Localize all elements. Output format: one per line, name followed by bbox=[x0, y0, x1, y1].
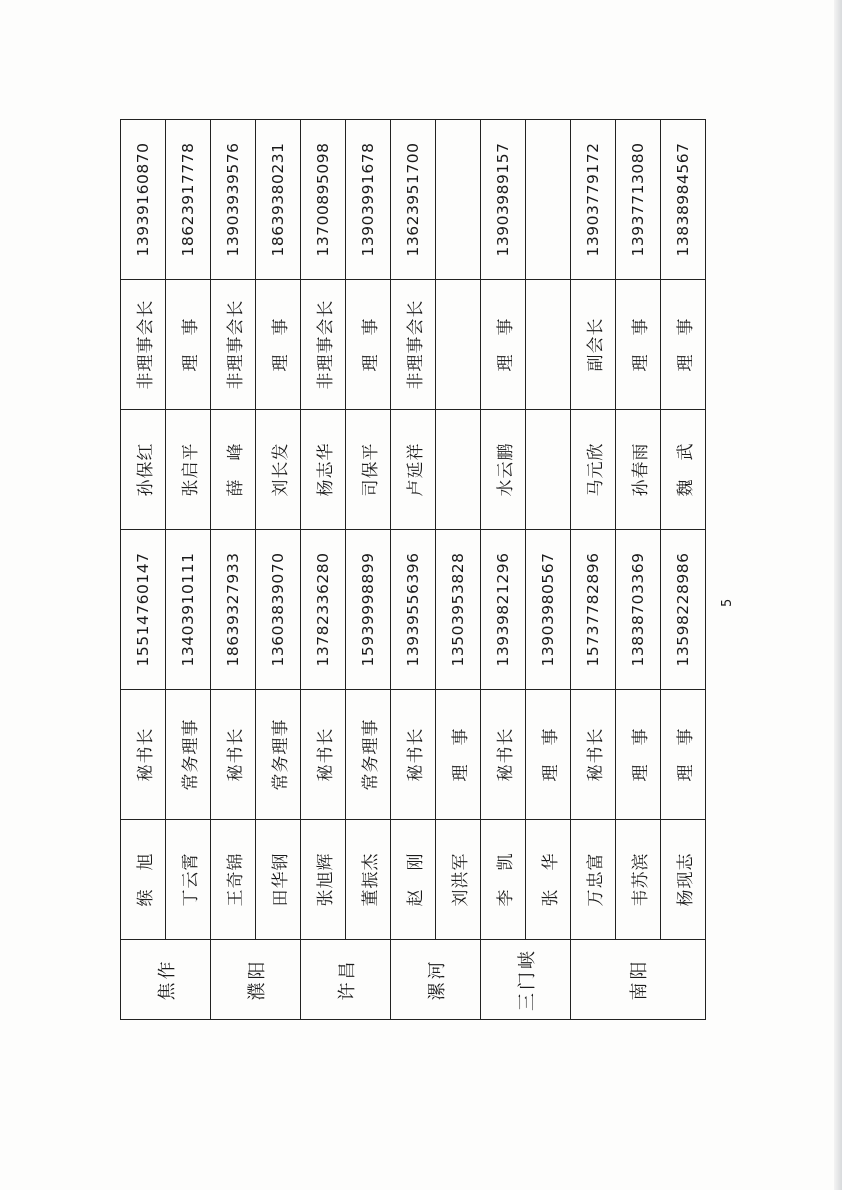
phone-cell: 13939160870 bbox=[121, 120, 166, 280]
position-cell: 非理事会长 bbox=[121, 280, 166, 410]
scan-edge bbox=[834, 0, 842, 1190]
position-cell bbox=[436, 280, 481, 410]
phone-cell: 13939821296 bbox=[481, 530, 526, 690]
person-name-cell: 刘长发 bbox=[256, 410, 301, 530]
table-row bbox=[166, 120, 211, 1020]
phone-cell: 13782336280 bbox=[301, 530, 346, 690]
table-row bbox=[211, 120, 256, 1020]
person-name-cell: 水云鹏 bbox=[481, 410, 526, 530]
person-name-cell: 丁云霄 bbox=[166, 820, 211, 940]
person-name-cell: 魏 武 bbox=[661, 410, 706, 530]
phone-cell: 13838703369 bbox=[616, 530, 661, 690]
table-row bbox=[346, 120, 391, 1020]
position-cell: 理 事 bbox=[526, 690, 571, 820]
person-name-cell: 田华钢 bbox=[256, 820, 301, 940]
table-row bbox=[436, 120, 481, 1020]
phone-cell: 18623917778 bbox=[166, 120, 211, 280]
region-cell: 焦作 bbox=[121, 940, 211, 1020]
phone-cell: 13939556396 bbox=[391, 530, 436, 690]
page-number: 5 bbox=[720, 598, 735, 607]
position-cell: 理 事 bbox=[661, 690, 706, 820]
member-table bbox=[120, 119, 706, 1020]
phone-cell: 13937713080 bbox=[616, 120, 661, 280]
person-name-cell: 张旭辉 bbox=[301, 820, 346, 940]
phone-cell: 18639380231 bbox=[256, 120, 301, 280]
region-cell: 濮阳 bbox=[211, 940, 301, 1020]
phone-cell: 18639327933 bbox=[211, 530, 256, 690]
phone-cell: 13903939576 bbox=[211, 120, 256, 280]
phone-cell: 13403910111 bbox=[166, 530, 211, 690]
person-name-cell: 薛 峰 bbox=[211, 410, 256, 530]
phone-cell: 13603839070 bbox=[256, 530, 301, 690]
table-row bbox=[571, 120, 616, 1020]
position-cell: 秘书长 bbox=[571, 690, 616, 820]
person-name-cell: 刘洪军 bbox=[436, 820, 481, 940]
position-cell: 理 事 bbox=[436, 690, 481, 820]
person-name-cell: 王奇锦 bbox=[211, 820, 256, 940]
position-cell: 秘书长 bbox=[121, 690, 166, 820]
table-row bbox=[391, 120, 436, 1020]
phone-cell: 13903991678 bbox=[346, 120, 391, 280]
person-name-cell bbox=[436, 410, 481, 530]
person-name-cell: 杨志华 bbox=[301, 410, 346, 530]
phone-cell: 15737782896 bbox=[571, 530, 616, 690]
table-row bbox=[301, 120, 346, 1020]
position-cell: 非理事会长 bbox=[391, 280, 436, 410]
position-cell: 副会长 bbox=[571, 280, 616, 410]
person-name-cell: 孙春雨 bbox=[616, 410, 661, 530]
position-cell: 秘书长 bbox=[391, 690, 436, 820]
table-row bbox=[526, 120, 571, 1020]
person-name-cell: 杨现志 bbox=[661, 820, 706, 940]
region-cell: 许昌 bbox=[301, 940, 391, 1020]
phone-cell: 13623951700 bbox=[391, 120, 436, 280]
table-row bbox=[661, 120, 706, 1020]
phone-cell: 13700895098 bbox=[301, 120, 346, 280]
member-table-body bbox=[121, 120, 706, 1020]
phone-cell bbox=[436, 120, 481, 280]
person-name-cell: 李 凯 bbox=[481, 820, 526, 940]
person-name-cell: 马元欣 bbox=[571, 410, 616, 530]
position-cell: 常务理事 bbox=[166, 690, 211, 820]
position-cell: 非理事会长 bbox=[301, 280, 346, 410]
position-cell: 理 事 bbox=[346, 280, 391, 410]
person-name-cell: 缑 旭 bbox=[121, 820, 166, 940]
person-name-cell: 董振杰 bbox=[346, 820, 391, 940]
position-cell: 理 事 bbox=[481, 280, 526, 410]
position-cell: 理 事 bbox=[616, 690, 661, 820]
phone-cell: 13838984567 bbox=[661, 120, 706, 280]
person-name-cell: 孙保红 bbox=[121, 410, 166, 530]
position-cell: 秘书长 bbox=[211, 690, 256, 820]
position-cell: 常务理事 bbox=[346, 690, 391, 820]
phone-cell: 13503953828 bbox=[436, 530, 481, 690]
phone-cell: 15514760147 bbox=[121, 530, 166, 690]
person-name-cell: 卢延祥 bbox=[391, 410, 436, 530]
position-cell: 秘书长 bbox=[481, 690, 526, 820]
position-cell: 非理事会长 bbox=[211, 280, 256, 410]
person-name-cell bbox=[526, 410, 571, 530]
phone-cell: 13903779172 bbox=[571, 120, 616, 280]
phone-cell: 13903980567 bbox=[526, 530, 571, 690]
region-cell: 南阳 bbox=[571, 940, 706, 1020]
phone-cell: 13903989157 bbox=[481, 120, 526, 280]
region-cell: 三门峡 bbox=[481, 940, 571, 1020]
table-row bbox=[121, 120, 166, 1020]
table-row bbox=[616, 120, 661, 1020]
region-cell: 漯河 bbox=[391, 940, 481, 1020]
person-name-cell: 万忠富 bbox=[571, 820, 616, 940]
person-name-cell: 韦苏滨 bbox=[616, 820, 661, 940]
position-cell: 秘书长 bbox=[301, 690, 346, 820]
table-row bbox=[481, 120, 526, 1020]
phone-cell: 13598228986 bbox=[661, 530, 706, 690]
person-name-cell: 司保平 bbox=[346, 410, 391, 530]
position-cell: 理 事 bbox=[616, 280, 661, 410]
position-cell: 理 事 bbox=[661, 280, 706, 410]
position-cell: 常务理事 bbox=[256, 690, 301, 820]
position-cell: 理 事 bbox=[256, 280, 301, 410]
position-cell: 理 事 bbox=[166, 280, 211, 410]
person-name-cell: 张启平 bbox=[166, 410, 211, 530]
table-row bbox=[256, 120, 301, 1020]
phone-cell bbox=[526, 120, 571, 280]
person-name-cell: 张 华 bbox=[526, 820, 571, 940]
position-cell bbox=[526, 280, 571, 410]
phone-cell: 15939998899 bbox=[346, 530, 391, 690]
person-name-cell: 赵 刚 bbox=[391, 820, 436, 940]
